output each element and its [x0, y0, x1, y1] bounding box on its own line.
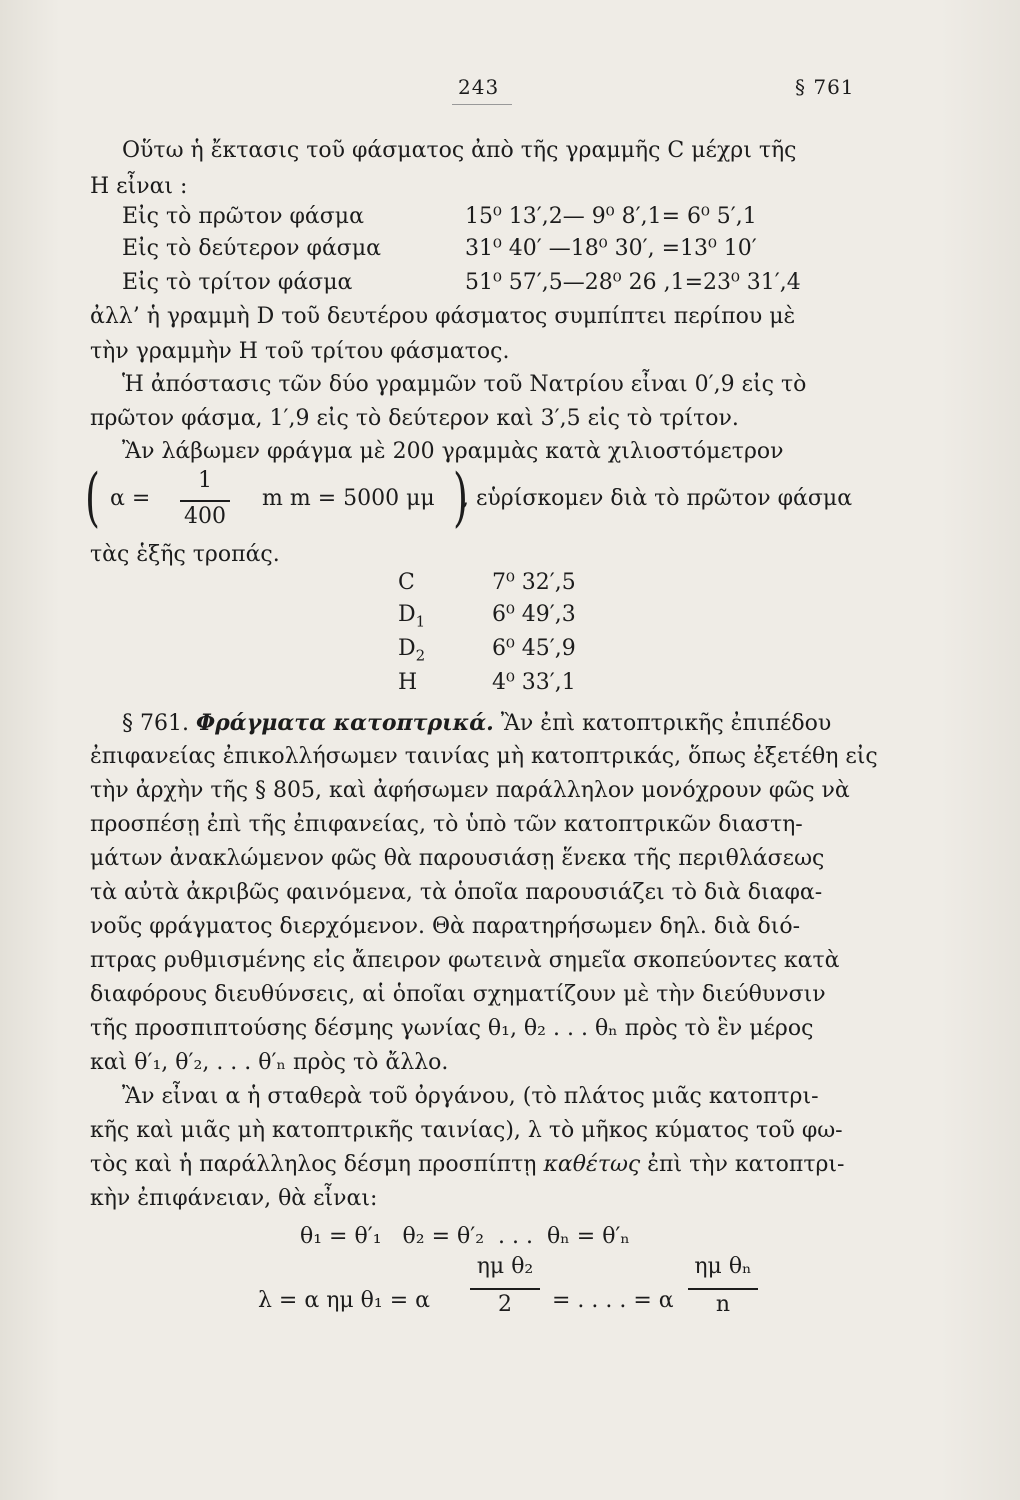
page-number-rule [452, 104, 512, 105]
text3-line-2: κῆς καὶ μιᾶς μὴ κατοπτρικῆς ταινίας), λ τὸ μῆκος κύματος τοῦ φω- [90, 1118, 843, 1143]
spectrum-value-3: 51⁰ 57′,5—28⁰ 26 ,1=23⁰ 31′,4 [465, 270, 801, 295]
spectrum-label-2: Εἰς τὸ δεύτερον φάσμα [122, 236, 381, 261]
formula1-right-paren: ) [452, 461, 468, 535]
formula3-denominator-2: n [715, 1292, 731, 1317]
deviation-line-D1: $D_1$ [398, 602, 426, 631]
deviation-line-H: H [398, 670, 418, 695]
section-761-line-4: προσπέσῃ ἐπὶ τῆς ἐπιφανείας, τὸ ὑπὸ τῶν κατοπτρικῶν διαστη- [90, 812, 803, 837]
section-761-heading [122, 708, 831, 739]
spectrum-value-2: 31⁰ 40′ —18⁰ 30′, =13⁰ 10′ [465, 236, 757, 261]
formula3-denominator-1: 2 [498, 1292, 512, 1317]
page-number: 243 [458, 75, 500, 99]
section-761-line-5: μάτων ἀνακλώμενον φῶς θὰ παρουσιάσῃ ἕνεκα τῆς περιθλάσεως [90, 846, 825, 871]
deviation-value-C: 7⁰ 32′,5 [492, 570, 576, 595]
formula1-tail: , εὑρίσκομεν διὰ τὸ πρῶτον φάσμα [462, 486, 853, 511]
deviation-line-D2: $D_2$ [398, 636, 426, 665]
section-761-line-10: τῆς προσπιπτούσης δέσμης γωνίας θ₁, θ₂ . . . θₙ πρὸς τὸ ἓν μέρος [90, 1016, 814, 1041]
formula1-rest: m m = 5000 μμ [262, 486, 435, 511]
formula1-fraction-bar [180, 500, 230, 502]
formula3-fraction-bar-2 [688, 1288, 758, 1290]
formula2: θ₁ = θ′₁ θ₂ = θ′₂ . . . θₙ = θ′ₙ [300, 1224, 630, 1249]
formula3-numerator-1: ημ θ₂ [476, 1254, 534, 1279]
text-line-1: ἀλλ’ ἡ γραμμὴ D τοῦ δευτέρου φάσματος συμπίπτει περίπου μὲ [90, 304, 796, 329]
spectrum-label-3: Εἰς τὸ τρίτον φάσμα [122, 270, 353, 295]
spectrum-label-1: Εἰς τὸ πρῶτον φάσμα [122, 204, 364, 229]
deviation-value-D2: 6⁰ 45′,9 [492, 636, 576, 661]
formula3-left: λ = α ημ θ₁ = α [258, 1288, 431, 1313]
deviation-value-D1: 6⁰ 49′,3 [492, 602, 576, 627]
intro-line-1: Οὕτω ἡ ἔκτασις τοῦ φάσματος ἀπὸ τῆς γραμμῆς C μέχρι τῆς [122, 138, 797, 163]
formula1-denominator: 400 [184, 504, 226, 529]
section-761-line-2: ἐπιφανείας ἐπικολλήσωμεν ταινίας μὴ κατοπτρικάς, ὅπως ἐξετέθη εἰς [90, 744, 878, 769]
text-line-4: πρῶτον φάσμα, 1′,9 εἰς τὸ δεύτερον καὶ 3′,5 εἰς τὸ τρίτον. [90, 406, 739, 431]
section-761-line-3: τὴν ἀρχὴν τῆς § 805, καὶ ἀφήσωμεν παράλληλον μονόχρουν φῶς νὰ [90, 778, 850, 803]
text3-line-1: Ἂν εἶναι α ἡ σταθερὰ τοῦ ὀργάνου, (τὸ πλάτος μιᾶς κατοπτρι- [122, 1084, 819, 1109]
section-761-line-1: Ἂν ἐπὶ κατοπτρικῆς ἐπιπέδου [500, 711, 832, 736]
formula3-middle: = . . . . = α [552, 1288, 674, 1313]
section-761-title: Φράγματα κατοπτρικά. [195, 710, 494, 736]
text3-line-4: κὴν ἐπιφάνειαν, θὰ εἶναι: [90, 1186, 378, 1211]
intro-line-2: H εἶναι : [90, 174, 188, 199]
text-line-2: τὴν γραμμὴν H τοῦ τρίτου φάσματος. [90, 339, 510, 364]
section-761-line-8: πτρας ρυθμισμένης εἰς ἄπειρον φωτεινὰ σημεῖα σκοπεύοντες κατὰ [90, 948, 840, 973]
formula3-numerator-2: ημ θₙ [694, 1254, 752, 1279]
deviation-value-H: 4⁰ 33′,1 [492, 670, 576, 695]
section-761-line-11: καὶ θ′₁, θ′₂, . . . θ′ₙ πρὸς τὸ ἄλλο. [90, 1050, 449, 1075]
text-line-3: Ἡ ἀπόστασις τῶν δύο γραμμῶν τοῦ Νατρίου εἶναι 0′,9 εἰς τὸ [122, 372, 807, 397]
section-761-line-6: τὰ αὐτὰ ἀκριβῶς φαινόμενα, τὰ ὁποῖα παρουσιάζει τὸ διὰ διαφα- [90, 880, 823, 905]
section-761-line-7: νοῦς φράγματος διερχόμενον. Θὰ παρατηρήσωμεν δηλ. διὰ διό- [90, 914, 801, 939]
text-line-5: Ἂν λάβωμεν φράγμα μὲ 200 γραμμὰς κατὰ χιλιοστόμετρον [122, 439, 784, 464]
spectrum-value-1: 15⁰ 13′,2— 9⁰ 8′,1= 6⁰ 5′,1 [465, 204, 757, 229]
text3-line-3: τὸς καὶ ἡ παράλληλος δέσμη προσπίπτῃ καθέτως ἐπὶ τὴν κατοπτρι- [90, 1152, 845, 1177]
formula1-numerator: 1 [198, 468, 212, 493]
section-reference: § 761 [795, 75, 855, 99]
deviation-line-C: C [398, 570, 415, 595]
section-761-line-9: διαφόρους διευθύνσεις, αἱ ὁποῖαι σχηματίζουν μὲ τὴν διεύθυνσιν [90, 982, 826, 1007]
formula1-alpha: α = [110, 486, 151, 511]
formula1-left-paren: ( [84, 461, 100, 535]
section-761-number: § 761. [122, 711, 189, 736]
formula3-fraction-bar-1 [470, 1288, 540, 1290]
text-line-6: τὰς ἑξῆς τροπάς. [90, 542, 280, 567]
